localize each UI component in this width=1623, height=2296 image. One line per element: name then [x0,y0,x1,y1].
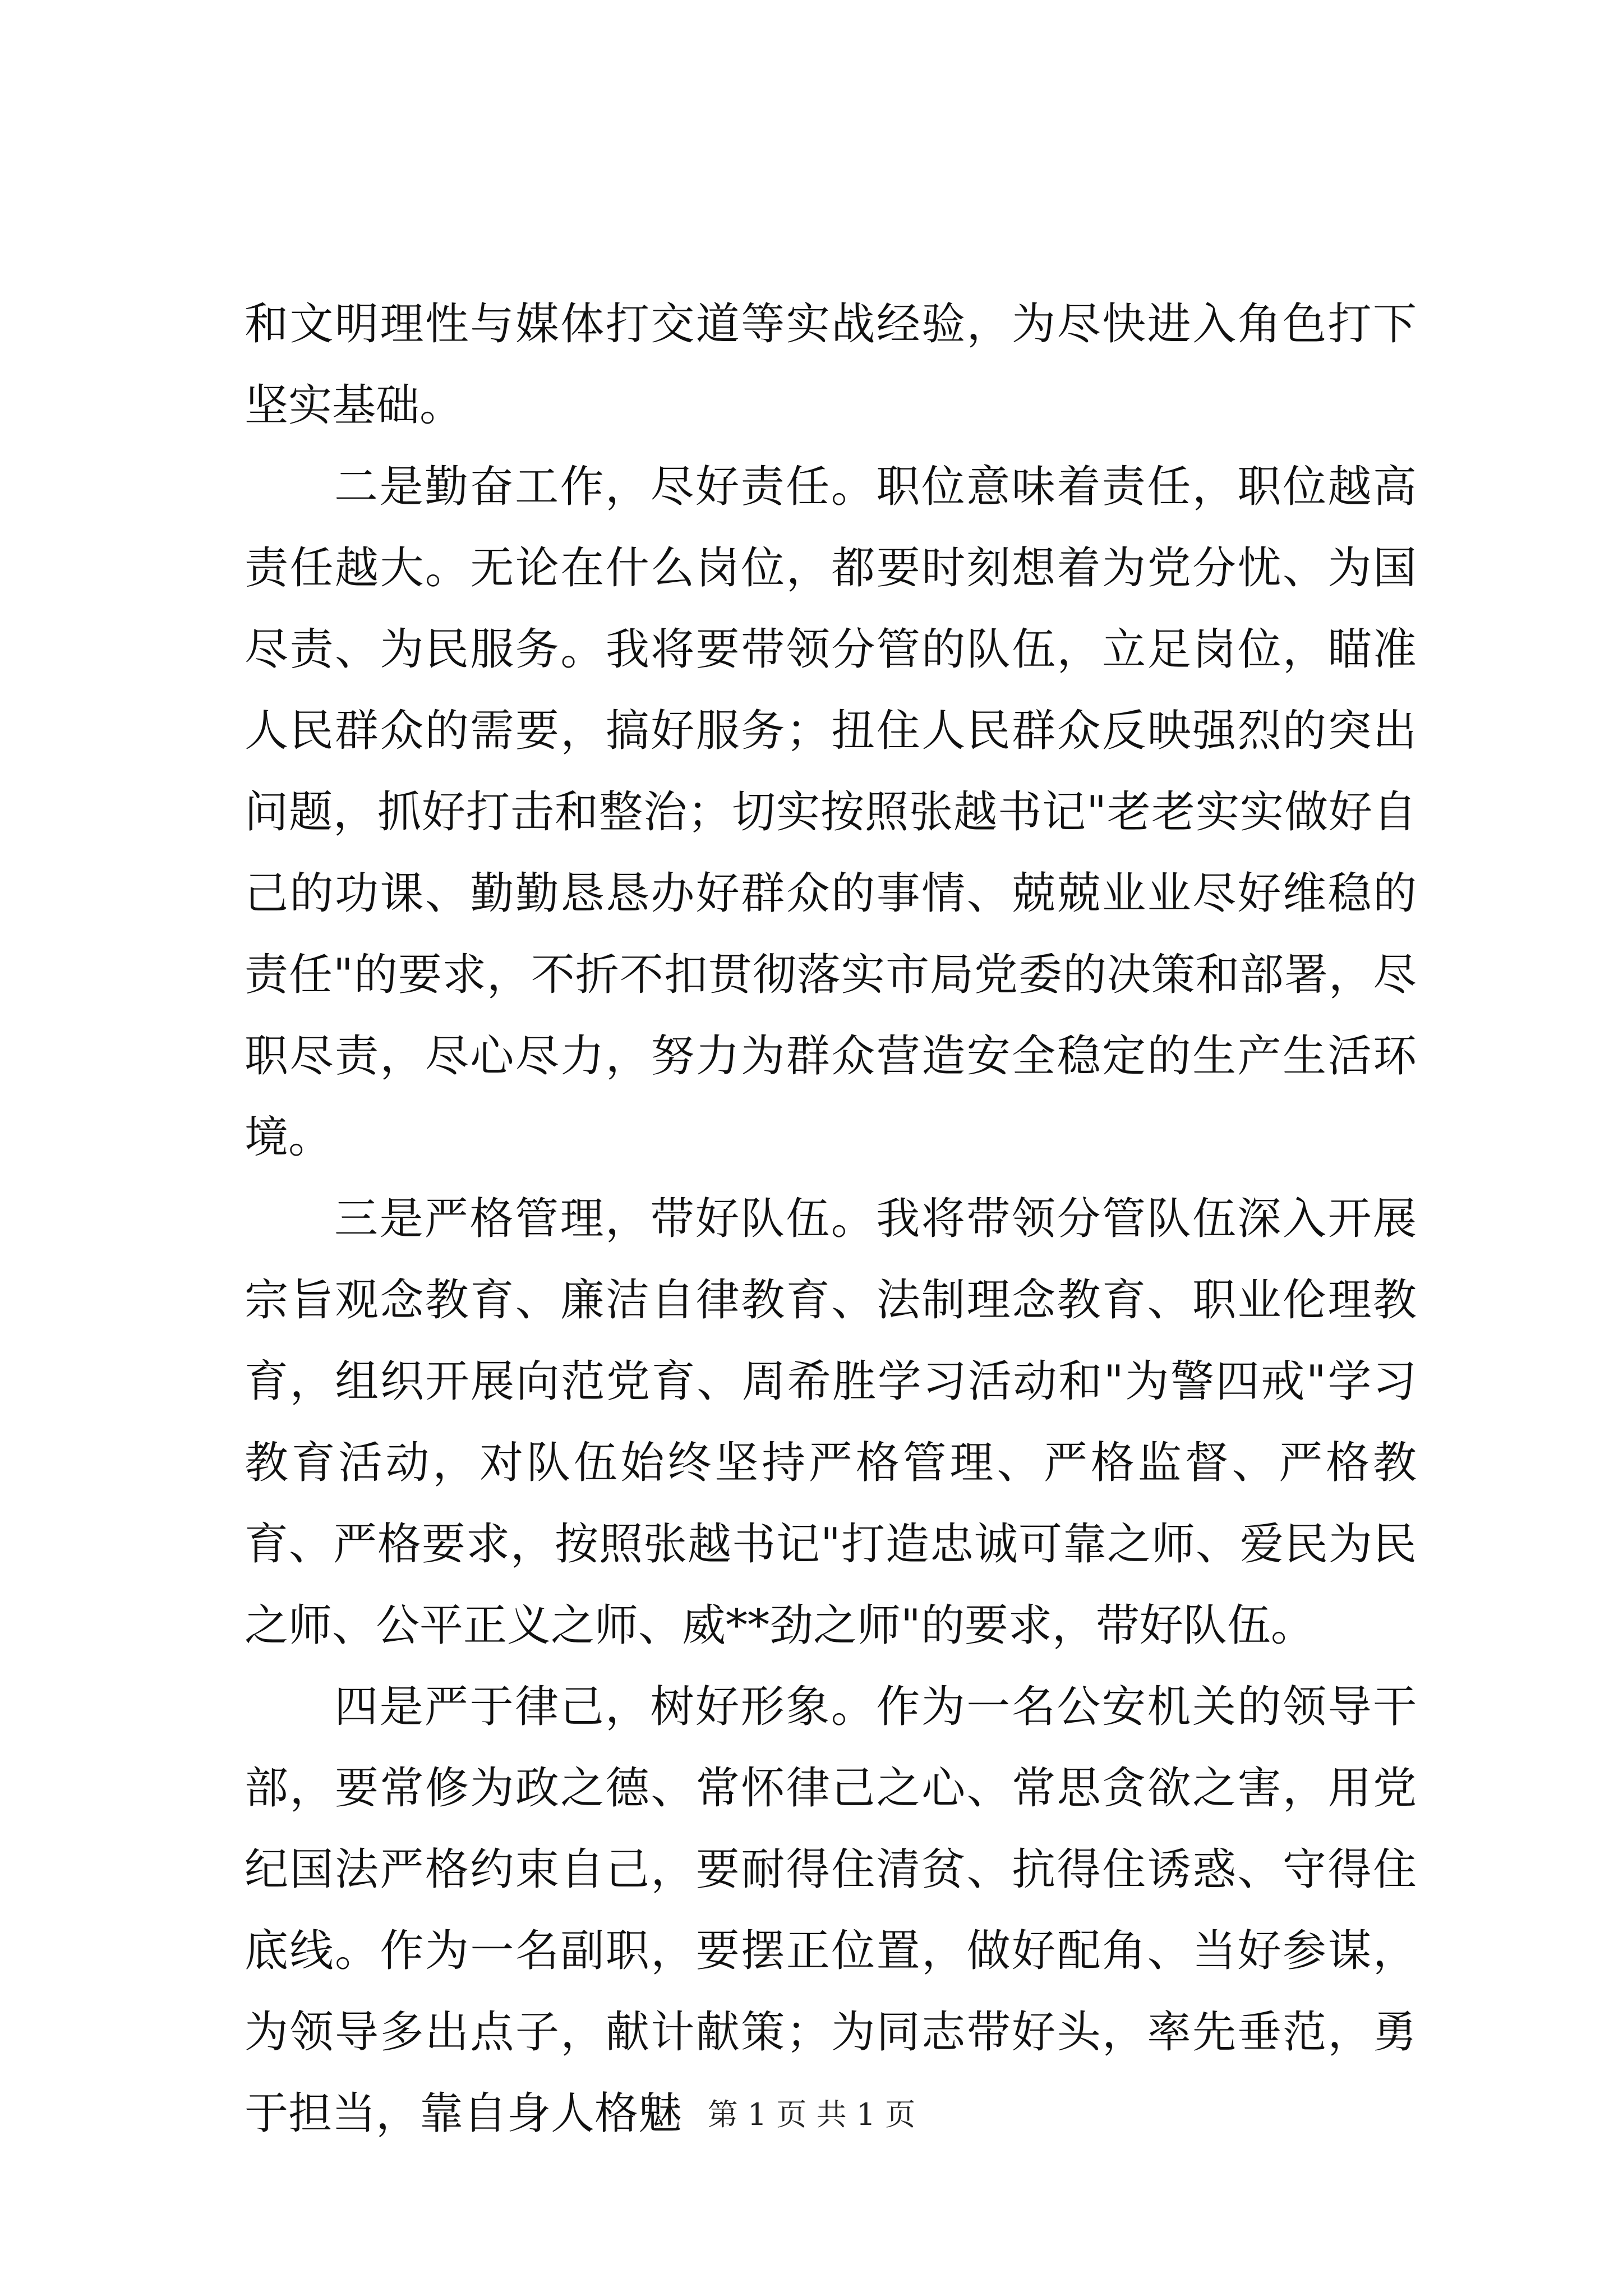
paragraph-4: 四是严于律己，树好形象。作为一名公安机关的领导干部，要常修为政之德、常怀律己之心、常思贪欲之害，用党纪国法严格约束自己，要耐得住清贫、抗得住诱惑、守得住底线。作为一名副职，要摆正位置，做好配角、当好参谋，为领导多出点子，献计献策；为同志带好头，率先垂范，勇于担当，靠自身人格魅 [245,1682,1417,2139]
paragraph-continued: 和文明理性与媒体打交道等实战经验，为尽快进入角色打下坚实基础。 [245,299,1417,431]
paragraph-2: 二是勤奋工作，尽好责任。职位意味着责任，职位越高责任越大。无论在什么岗位，都要时刻想着为党分忧、为国尽责、为民服务。我将要带领分管的队伍，立足岗位，瞄准人民群众的需要，搞好服务；扭住人民群众反映强烈的突出问题，抓好打击和整治；切实按照张越书记"老老实实做好自己的功课、勤勤恳恳办好群众的事情、兢兢业业尽好维稳的责任"的要求，不折不扣贯彻落实市局党委的决策和部署，尽职尽责，尽心尽力，努力为群众营造安全稳定的生产生活环境。 [245,462,1417,1163]
page-footer: 第 1 页 共 1 页 [707,2097,916,2132]
document-body [245,284,1417,2155]
paragraph-3: 三是严格管理，带好队伍。我将带领分管队伍深入开展宗旨观念教育、廉洁自律教育、法制理念教育、职业伦理教育，组织开展向范党育、周希胜学习活动和"为警四戒"学习教育活动，对队伍始终坚持严格管理、严格监督、严格教育、严格要求，按照张越书记"打造忠诚可靠之师、爱民为民之师、公平正义之师、威**劲之师"的要求，带好队伍。 [245,1194,1417,1651]
